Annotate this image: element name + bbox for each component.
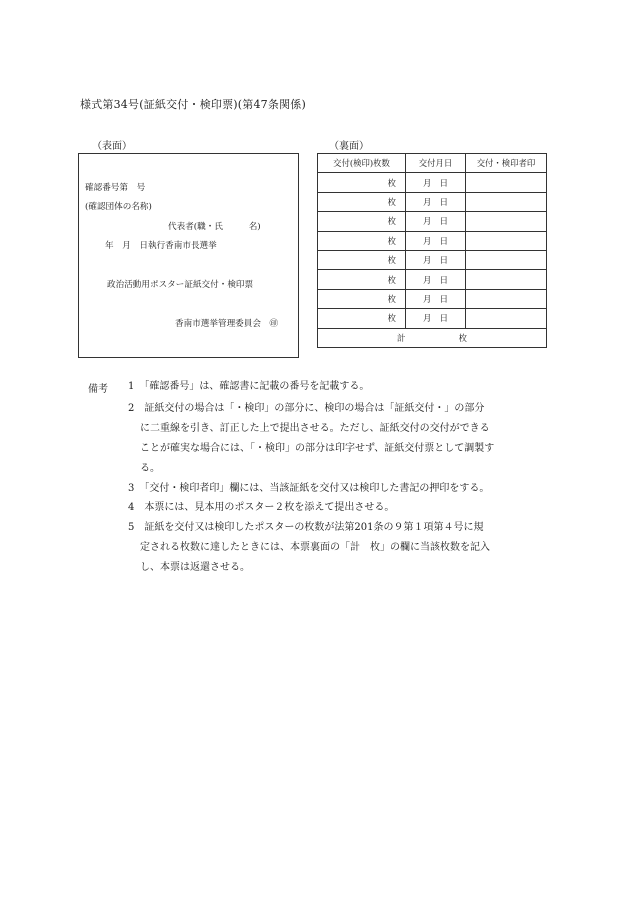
table-row bbox=[318, 173, 547, 192]
remark-2-cont-2: ことが確実な場合には、「・検印」の部分は印字せず、証紙交付票として調製す bbox=[140, 443, 495, 454]
representative-line: 代表者(職・氏 名) bbox=[168, 222, 261, 232]
remark-1: 1 「確認番号」は、確認書に記載の番号を記載する。 bbox=[128, 381, 370, 392]
table-row bbox=[318, 212, 547, 231]
back-side-label: （裏面） bbox=[329, 141, 369, 152]
table-row bbox=[318, 270, 547, 289]
remark-3: 3 「交付・検印者印」欄には、当該証紙を交付又は検印した書記の押印をする。 bbox=[128, 483, 490, 494]
election-date-line: 年 月 日執行香南市長選挙 bbox=[105, 241, 217, 251]
date-cell: 月 日 bbox=[406, 289, 466, 308]
remark-5-cont-1: 定される枚数に達したときには、本票裏面の「計 枚」の欄に当該枚数を記入 bbox=[140, 542, 490, 553]
seal-cell bbox=[466, 231, 547, 250]
table-row bbox=[318, 231, 547, 250]
count-cell: 枚 bbox=[318, 270, 406, 289]
date-cell: 月 日 bbox=[406, 309, 466, 328]
total-cell bbox=[318, 328, 547, 347]
seal-cell bbox=[466, 212, 547, 231]
organization-name-line: (確認団体の名称) bbox=[85, 202, 152, 212]
table-row bbox=[318, 289, 547, 308]
table-row bbox=[318, 309, 547, 328]
total-row bbox=[318, 328, 547, 347]
seal-cell bbox=[466, 289, 547, 308]
date-cell: 月 日 bbox=[406, 250, 466, 269]
back-side-table bbox=[317, 153, 547, 348]
table-row bbox=[318, 192, 547, 211]
form-title: 様式第34号(証紙交付・検印票)(第47条関係) bbox=[80, 98, 306, 111]
date-cell: 月 日 bbox=[406, 231, 466, 250]
date-cell: 月 日 bbox=[406, 270, 466, 289]
total-unit: 枚 bbox=[458, 332, 468, 343]
remark-5-cont-2: し、本票は返還させる。 bbox=[140, 562, 250, 573]
count-cell: 枚 bbox=[318, 173, 406, 192]
header-date: 交付月日 bbox=[406, 154, 466, 173]
seal-cell bbox=[466, 192, 547, 211]
front-side-box bbox=[78, 153, 299, 358]
seal-cell bbox=[466, 250, 547, 269]
seal-cell bbox=[466, 270, 547, 289]
date-cell: 月 日 bbox=[406, 212, 466, 231]
count-cell: 枚 bbox=[318, 231, 406, 250]
count-cell: 枚 bbox=[318, 192, 406, 211]
header-seal: 交付・検印者印 bbox=[466, 154, 547, 173]
remark-5: 5 証紙を交付又は検印したポスターの枚数が法第201条の９第１項第４号に規 bbox=[128, 522, 484, 533]
count-cell: 枚 bbox=[318, 289, 406, 308]
remarks-label: 備考 bbox=[88, 384, 108, 395]
ticket-name-line: 政治活動用ポスター証紙交付・検印票 bbox=[107, 280, 254, 290]
remark-2-cont-3: る。 bbox=[140, 463, 160, 474]
seal-cell bbox=[466, 173, 547, 192]
count-cell: 枚 bbox=[318, 212, 406, 231]
remark-4: 4 本票には、見本用のポスター２枚を添えて提出させる。 bbox=[128, 502, 395, 513]
table-header-row bbox=[318, 154, 547, 173]
confirmation-number-line: 確認番号第 号 bbox=[85, 183, 146, 193]
committee-seal-line: 香南市選挙管理委員会 ㊞ bbox=[175, 319, 279, 329]
date-cell: 月 日 bbox=[406, 192, 466, 211]
table-row bbox=[318, 250, 547, 269]
seal-cell bbox=[466, 309, 547, 328]
remark-2: 2 証紙交付の場合は「・検印」の部分に、検印の場合は「証紙交付・」の部分 bbox=[128, 403, 485, 414]
header-count: 交付(検印)枚数 bbox=[318, 154, 406, 173]
remark-2-cont-1: に二重線を引き、訂正した上で提出させる。ただし、証紙交付の交付ができる bbox=[140, 423, 490, 434]
count-cell: 枚 bbox=[318, 250, 406, 269]
count-cell: 枚 bbox=[318, 309, 406, 328]
total-label: 計 bbox=[396, 332, 406, 343]
date-cell: 月 日 bbox=[406, 173, 466, 192]
front-side-label: （表面） bbox=[92, 141, 132, 152]
